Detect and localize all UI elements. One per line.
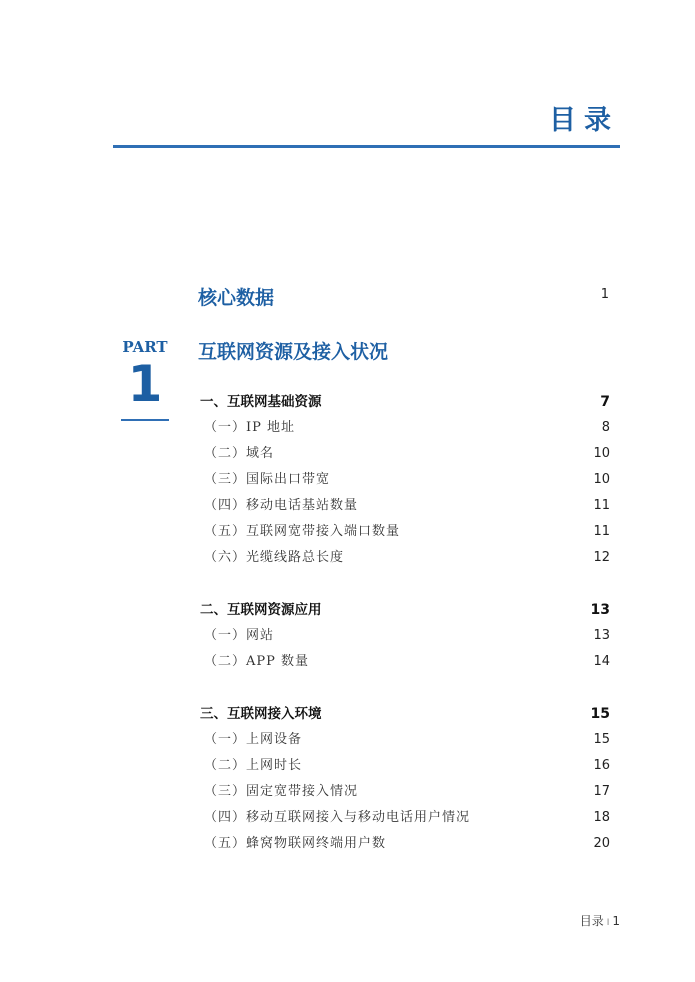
toc-item-label: （二）APP 数量 xyxy=(204,654,310,669)
toc-item-label: （五）蜂窝物联网终端用户数 xyxy=(204,836,387,851)
toc-section[interactable] xyxy=(200,702,610,722)
toc-item[interactable] xyxy=(204,650,610,669)
toc-item-page: 16 xyxy=(593,758,610,773)
toc-item-label: （六）光缆线路总长度 xyxy=(204,550,345,565)
toc-item[interactable] xyxy=(204,728,610,747)
part-title[interactable]: 互联网资源及接入状况 xyxy=(198,341,389,363)
toc-item-page: 18 xyxy=(593,810,610,825)
toc-item-page: 15 xyxy=(593,732,610,747)
toc-item[interactable] xyxy=(204,624,610,643)
title-divider xyxy=(113,145,620,148)
toc-section-title: 二、互联网资源应用 xyxy=(200,602,322,618)
toc-item[interactable] xyxy=(204,806,610,825)
toc-item-page: 20 xyxy=(593,836,610,851)
toc-item-page: 10 xyxy=(593,446,610,461)
toc-item[interactable] xyxy=(204,520,610,539)
toc-item[interactable] xyxy=(204,442,610,461)
toc-section-title: 三、互联网接入环境 xyxy=(200,706,322,722)
toc-item-label: （一）上网设备 xyxy=(204,732,303,747)
toc-item[interactable] xyxy=(204,494,610,513)
toc-core-data[interactable]: 核心数据 xyxy=(198,287,275,309)
toc-section[interactable] xyxy=(200,390,610,410)
footer-page-number: 1 xyxy=(612,914,620,928)
toc-item-page: 17 xyxy=(593,784,610,799)
toc-item[interactable] xyxy=(204,832,610,851)
part-label: PART xyxy=(122,338,168,356)
toc-item[interactable] xyxy=(204,468,610,487)
toc-item[interactable] xyxy=(204,780,610,799)
toc-item-page: 11 xyxy=(593,498,610,513)
toc-item-label: （五）互联网宽带接入端口数量 xyxy=(204,524,401,539)
toc-section[interactable] xyxy=(200,598,610,618)
page-title: 目录 xyxy=(549,105,619,136)
toc-item[interactable] xyxy=(204,546,610,565)
toc-item-label: （一）IP 地址 xyxy=(204,420,296,435)
toc-item-page: 11 xyxy=(593,524,610,539)
part-number: 1 xyxy=(127,355,163,413)
part-divider xyxy=(121,419,169,421)
toc-item-label: （四）移动互联网接入与移动电话用户情况 xyxy=(204,810,471,825)
toc-item[interactable] xyxy=(204,754,610,773)
footer-label: 目录 xyxy=(579,914,604,928)
toc-item-label: （二）域名 xyxy=(204,446,275,461)
toc-item-page: 14 xyxy=(593,654,610,669)
toc-item-page: 10 xyxy=(593,472,610,487)
toc-item-label: （一）网站 xyxy=(204,628,275,643)
toc-item-page: 8 xyxy=(601,420,610,435)
toc-section-title: 一、互联网基础资源 xyxy=(200,394,322,410)
toc-section-page: 7 xyxy=(600,394,610,410)
toc-item[interactable] xyxy=(204,416,610,435)
page-footer xyxy=(580,912,620,929)
toc-item-label: （三）固定宽带接入情况 xyxy=(204,784,359,799)
toc-item-label: （二）上网时长 xyxy=(204,758,303,773)
toc-section-page: 13 xyxy=(590,602,610,618)
toc-core-data-page: 1 xyxy=(600,287,609,302)
toc-item-label: （四）移动电话基站数量 xyxy=(204,498,359,513)
toc-item-label: （三）国际出口带宽 xyxy=(204,472,331,487)
toc-section-page: 15 xyxy=(590,706,610,722)
footer-separator: I xyxy=(606,918,610,928)
toc-item-page: 12 xyxy=(593,550,610,565)
toc-item-page: 13 xyxy=(593,628,610,643)
